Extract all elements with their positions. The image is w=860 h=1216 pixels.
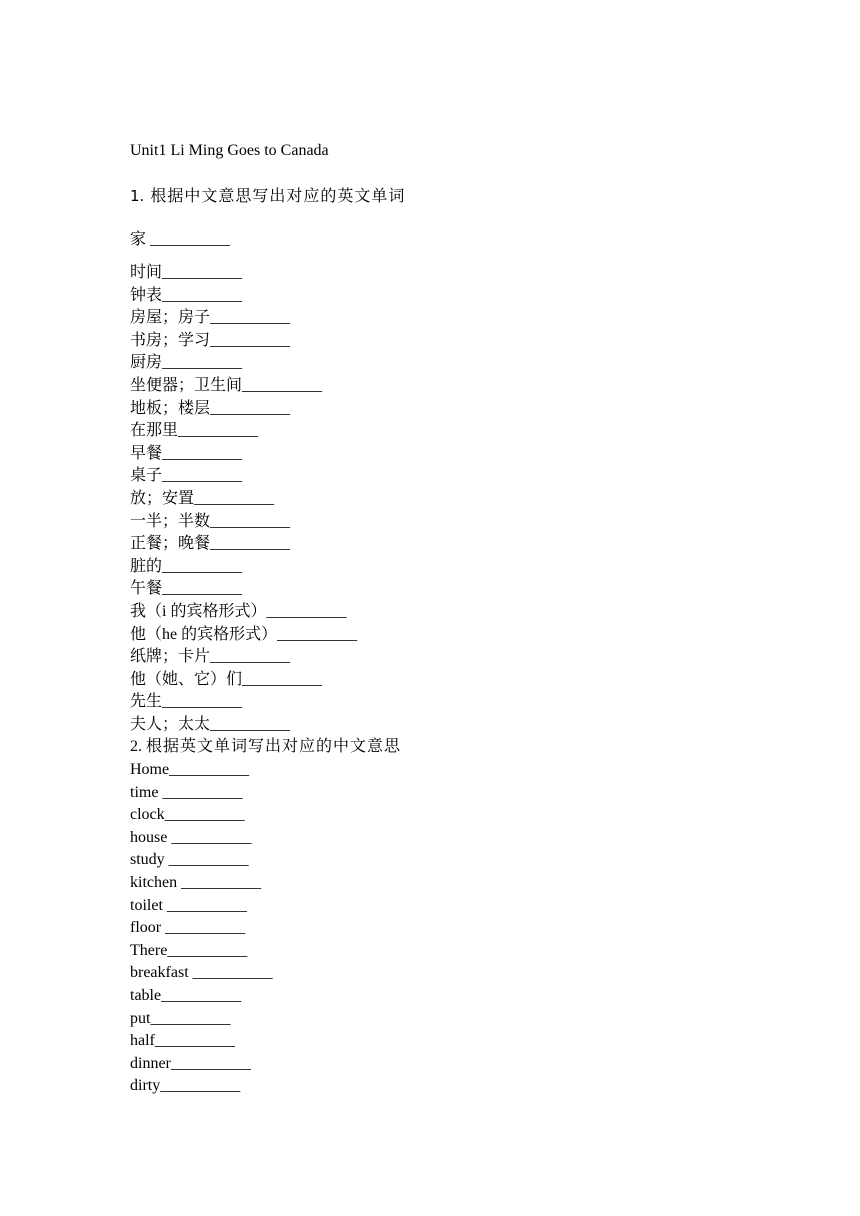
section2-item: kitchen __________ (130, 874, 262, 892)
section1-item: 时间__________ (130, 264, 243, 281)
section2-item: Home__________ (130, 761, 250, 779)
section2-number: 2. (130, 738, 142, 756)
section1-heading-text: 根据中文意思写出对应的英文单词 (150, 188, 406, 205)
section1-item: 厨房__________ (130, 354, 243, 372)
section1-item-home: 家 __________ (130, 231, 231, 248)
section1-item: 一半；半数__________ (130, 512, 291, 530)
section1-item: 他（he 的宾格形式）__________ (130, 625, 358, 643)
section1-item: 他（她、它）们__________ (130, 670, 323, 688)
section2-item: put__________ (130, 1009, 231, 1027)
section1-item: 纸牌；卡片__________ (130, 648, 291, 666)
section2-item: breakfast __________ (130, 964, 273, 982)
section2-item: dirty__________ (130, 1077, 241, 1095)
section1-item: 午餐__________ (130, 580, 243, 598)
section2-heading (130, 736, 401, 759)
section1-item: 在那里__________ (130, 422, 259, 440)
section1-number: 1. (130, 187, 145, 205)
section1-item: 房屋；房子__________ (130, 309, 291, 327)
section2-item: There__________ (130, 941, 248, 959)
section2-item: dinner__________ (130, 1054, 251, 1072)
section1-item: 桌子__________ (130, 467, 243, 485)
section1-item: 放；安置__________ (130, 489, 275, 507)
section1-item: 我（i 的宾格形式）__________ (130, 602, 347, 620)
section1-item: 地板；楼层__________ (130, 399, 291, 417)
section1-item: 早餐__________ (130, 444, 243, 462)
section1-item: 书房；学习__________ (130, 331, 291, 349)
section2-heading-text: 根据英文单词写出对应的中文意思 (146, 738, 402, 756)
section2-item: toilet __________ (130, 896, 247, 914)
section1-item: 夫人；太太__________ (130, 715, 291, 733)
section2-item: study __________ (130, 851, 249, 869)
section1-heading (130, 186, 405, 207)
section2-item: time __________ (130, 783, 243, 801)
section2-item: house __________ (130, 828, 252, 846)
section2-item: table__________ (130, 987, 242, 1004)
section1-item: 先生__________ (130, 693, 243, 711)
section1-item: 脏的__________ (130, 557, 243, 575)
word-list (130, 262, 401, 1098)
section1-item: 钟表__________ (130, 286, 243, 304)
section1-item: 正餐；晚餐__________ (130, 535, 291, 553)
page-title: Unit1 Li Ming Goes to Canada (130, 142, 329, 159)
section2-item: floor __________ (130, 919, 246, 937)
section1-item: 坐便器；卫生间__________ (130, 376, 323, 394)
section2-item: half__________ (130, 1032, 235, 1050)
section2-item: clock__________ (130, 806, 245, 824)
